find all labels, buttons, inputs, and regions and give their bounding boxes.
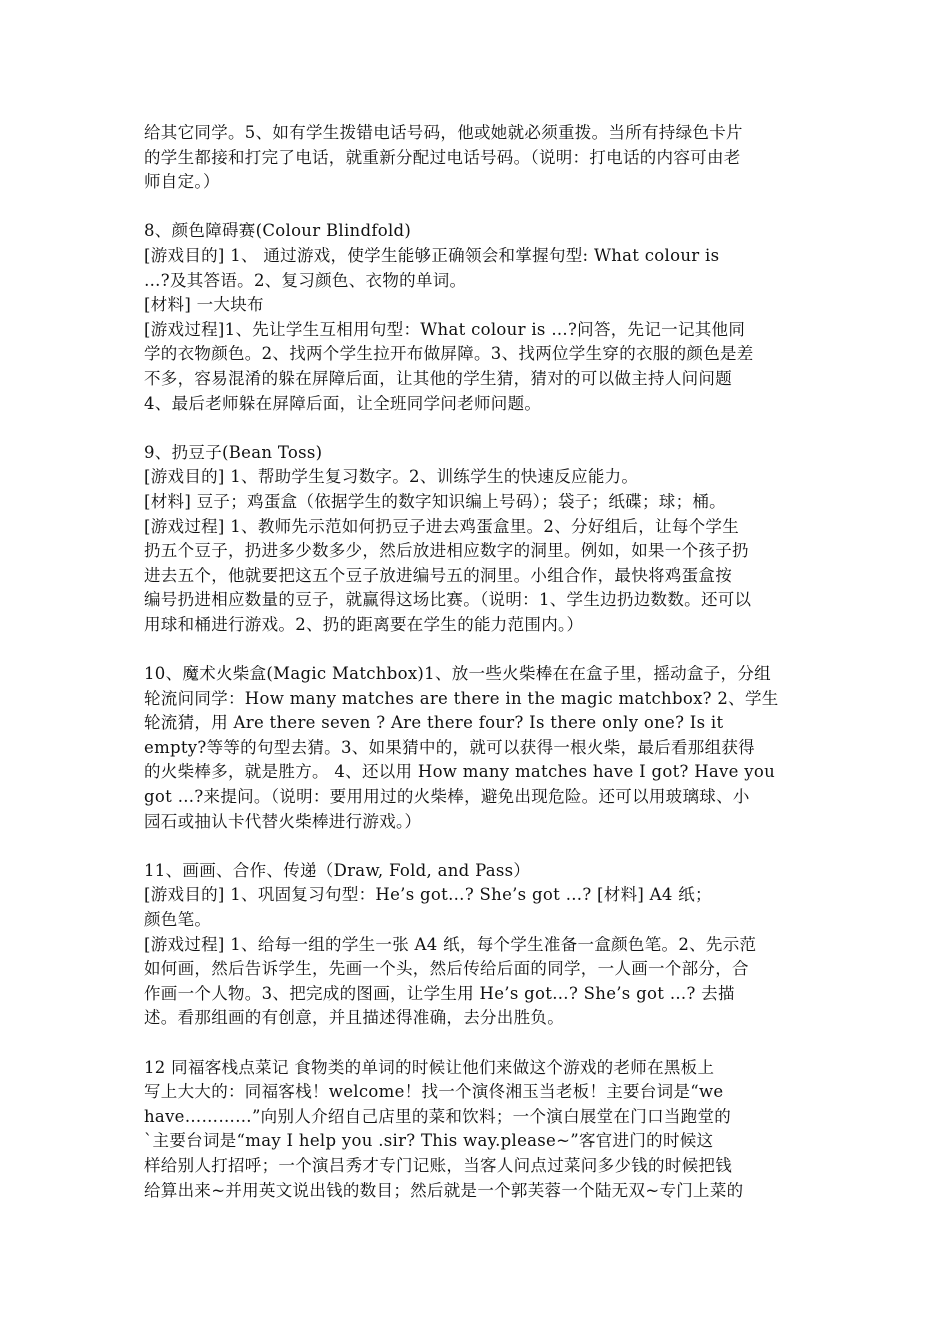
document-body [144, 121, 808, 1203]
text-line: 给其它同学。5、如有学生拨错电话号码，他或她就必须重拨。当所有持绿色卡片 [144, 123, 743, 142]
text-line: 样给别人打招呼；一个演吕秀才专门记账，当客人问点过菜问多少钱的时候把钱 [144, 1155, 732, 1175]
text-line: 的火柴棒多，就是胜方。 4、还以用 How many matches have I got? Have you [144, 762, 776, 782]
text-line: 轮流猜，用 Are there seven ? Are there four? Is there only one? Is it [144, 713, 724, 733]
text-line: 用球和桶进行游戏。2、扔的距离要在学生的能力范围内。） [144, 614, 584, 634]
paragraph-gap [144, 834, 808, 859]
text-line: 师自定。） [144, 172, 220, 192]
section-heading: 8、颜色障碍赛(Colour Blindfold) [144, 221, 412, 241]
text-line: have…………”向别人介绍自己店里的菜和饮料；一个演白展堂在门口当跑堂的 [144, 1106, 732, 1126]
text-line: 扔五个豆子，扔进多少数多少，然后放进相应数字的洞里。例如，如果一个孩子扔 [144, 541, 749, 561]
paragraph-gap [144, 637, 808, 662]
text-line: 给算出来~并用英文说出钱的数目；然后就是一个郭芙蓉一个陆无双~专门上菜的 [144, 1180, 744, 1200]
text-line: [材料] 豆子；鸡蛋盒（依据学生的数字知识编上号码）；袋子；纸碟；球；桶。 [144, 491, 726, 511]
text-line: …?及其答语。2、复习颜色、衣物的单词。 [144, 270, 467, 290]
text-line: 学的衣物颜色。2、找两个学生拉开布做屏障。3、找两位学生穿的衣服的颜色是差 [144, 344, 754, 364]
text-line: 写上大大的：同福客栈！welcome！找一个演佟湘玉当老板！主要台词是“we [144, 1082, 724, 1102]
text-line: [游戏目的] 1、巩固复习句型：He’s got…? She’s got …? [材料] A4 纸； [144, 885, 712, 905]
text-line: [游戏目的] 1、 通过游戏，使学生能够正确领会和掌握句型: What colour is [144, 245, 720, 265]
text-line: 的学生都接和打完了电话，就重新分配过电话号码。（说明：打电话的内容可由老 [144, 147, 741, 167]
paragraph-gap [144, 195, 808, 220]
paragraph-draw-fold-pass [144, 859, 808, 1031]
text-line: [游戏过程] 1、教师先示范如何扔豆子进去鸡蛋盒里。2、分好组后，让每个学生 [144, 516, 740, 536]
paragraph-gap [144, 1031, 808, 1056]
text-line: 述。看那组画的有创意，并且描述得准确，去分出胜负。 [144, 1008, 564, 1028]
section-heading: 12 同福客栈点菜记 食物类的单词的时候让他们来做这个游戏的老师在黑板上 [144, 1057, 715, 1077]
text-line: 颜色笔。 [144, 910, 212, 929]
text-line: `主要台词是“may I help you .sir? This way.please~”客官进门的时候这 [144, 1131, 714, 1151]
text-line: 作画一个人物。3、把完成的图画，让学生用 He’s got…? She’s got …? 去描 [144, 983, 735, 1003]
text-line: 如何画，然后告诉学生，先画一个头，然后传给后面的同学，一人画一个部分，合 [144, 959, 749, 979]
paragraph-phone-game-end [144, 121, 808, 195]
text-line: [游戏过程]1、先让学生互相用句型：What colour is …?问答，先记一记其他同 [144, 319, 746, 339]
section-heading: 10、魔术火柴盒(Magic Matchbox)1、放一些火柴棒在在盒子里，摇动盒子，分组 [144, 664, 771, 684]
text-line: 进去五个，他就要把这五个豆子放进编号五的洞里。小组合作，最快将鸡蛋盒按 [144, 565, 732, 585]
text-line: empty?等等的句型去猜。3、如果猜中的，就可以获得一根火柴，最后看那组获得 [144, 737, 755, 757]
paragraph-bean-toss [144, 441, 808, 638]
section-heading: 11、画画、合作、传递（Draw, Fold, and Pass） [144, 860, 531, 880]
text-line: 不多，容易混淆的躲在屏障后面，让其他的学生猜，猜对的可以做主持人问问题 [144, 368, 732, 388]
text-line: [游戏过程] 1、给每一组的学生一张 A4 纸，每个学生准备一盒颜色笔。2、先示范 [144, 934, 757, 954]
text-line: [材料] 一大块布 [144, 295, 264, 315]
paragraph-gap [144, 416, 808, 441]
text-line: 编号扔进相应数量的豆子，就赢得这场比赛。（说明：1、学生边扔边数数。还可以 [144, 590, 752, 610]
text-line: 轮流问同学：How many matches are there in the magic matchbox? 2、学生 [144, 688, 779, 708]
text-line: 园石或抽认卡代替火柴棒进行游戏。） [144, 811, 422, 831]
paragraph-magic-matchbox [144, 662, 808, 834]
text-line: got …?来提问。（说明：要用用过的火柴棒，避免出现危险。还可以用玻璃球、小 [144, 787, 750, 807]
paragraph-colour-blindfold [144, 219, 808, 416]
paragraph-tongfu-inn [144, 1056, 808, 1204]
text-line: [游戏目的] 1、帮助学生复习数字。2、训练学生的快速反应能力。 [144, 467, 639, 487]
section-heading: 9、扔豆子(Bean Toss) [144, 442, 323, 462]
text-line: 4、最后老师躲在屏障后面，让全班同学问老师问题。 [144, 393, 542, 413]
